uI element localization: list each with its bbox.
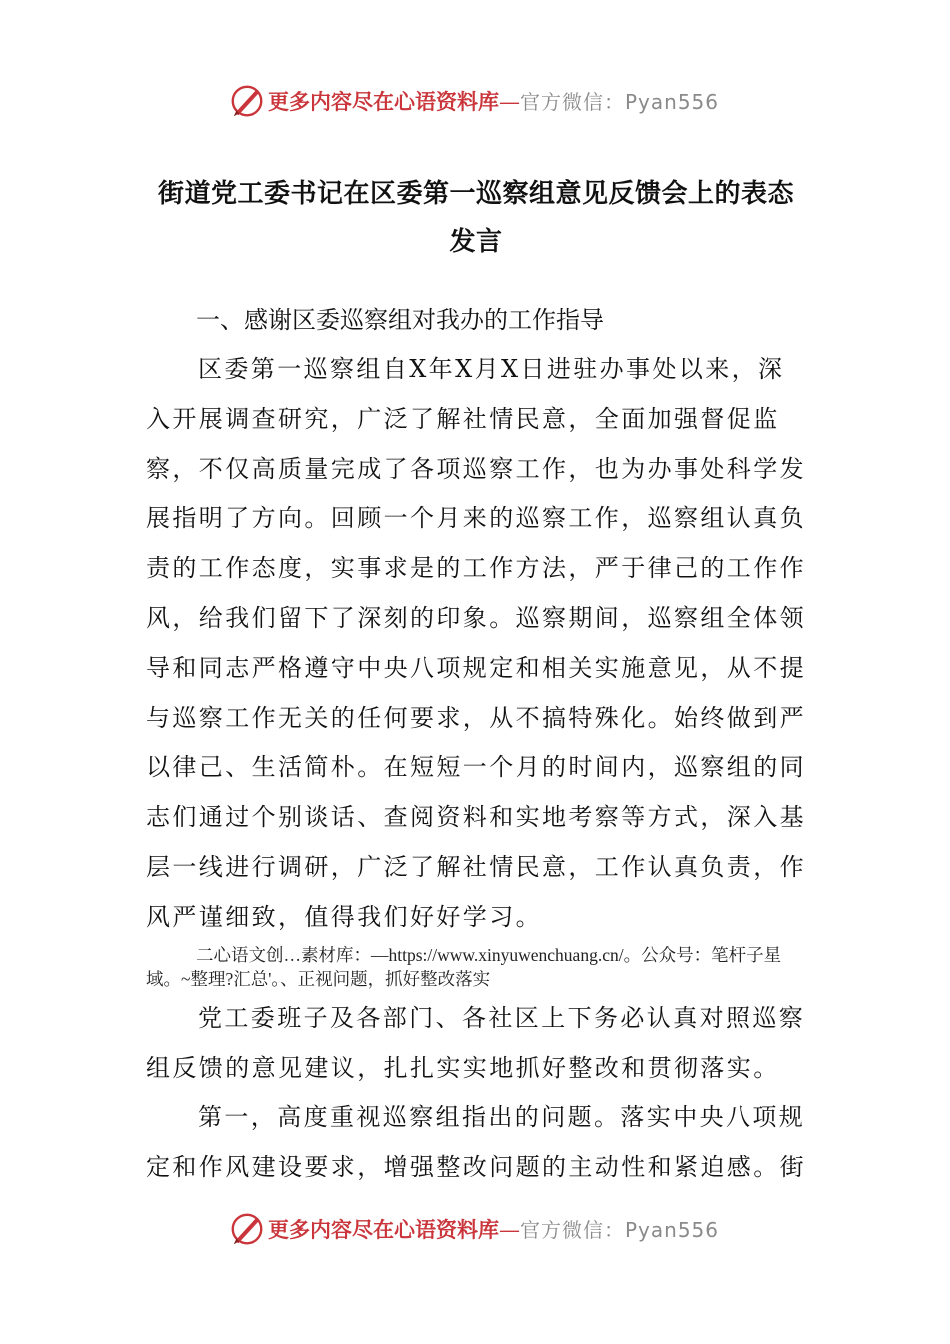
source-note: 二心语文创…素材库：—https://www.xinyuwenchuang.cn/。公众号：笔杆子星域。~整理?汇总'。、正视问题，抓好整改落实 bbox=[146, 945, 782, 989]
header-banner bbox=[0, 80, 950, 124]
section-heading-1: 一、感谢区委巡察组对我办的工作指导 bbox=[196, 306, 604, 334]
body-paragraph-3: 第一，高度重视巡察组指出的问题。落实中央八项规定和作风建设要求，增强整改问题的主动性和紧迫感。街 bbox=[146, 1103, 806, 1181]
body-paragraph-2: 党工委班子及各部门、各社区上下务必认真对照巡察组反馈的意见建议，扎扎实实地抓好整改和贯彻落实。 bbox=[146, 1004, 806, 1082]
body-paragraph-1: 区委第一巡察组自X年X月X日进驻办事处以来，深入开展调查研究，广泛了解社情民意，全面加强督促监察，不仅高质量完成了各项巡察工作，也为办事处科学发展指明了方向。回顾一个月来的巡察工作，巡察组认真负责的工作态度，实事求是的工作方法，严于律己的工作作风，给我们留下了深刻的印象。巡察期间，巡察组全体领导和同志严格遵守中央八项规定和相关实施意见，从不提与巡察工作无关的任何要求，从不搞特殊化。始终做到严以律己、生活简朴。在短短一个月的时间内，巡察组的同志们通过个别谈话、查阅资料和实地考察等方式，深入基层一线进行调研，广泛了解社情民意，工作认真负责，作风严谨细致，值得我们好好学习。 bbox=[146, 355, 806, 931]
pen-logo-icon bbox=[228, 82, 266, 120]
banner-text: 更多内容尽在心语资料库—官方微信：Pyan556 bbox=[268, 89, 720, 114]
pen-logo-icon bbox=[228, 1210, 266, 1248]
banner-text: 更多内容尽在心语资料库—官方微信：Pyan556 bbox=[268, 1217, 720, 1242]
document-title: 街道党工委书记在区委第一巡察组意见反馈会上的表态发言 bbox=[157, 179, 794, 257]
footer-banner bbox=[0, 1208, 950, 1252]
